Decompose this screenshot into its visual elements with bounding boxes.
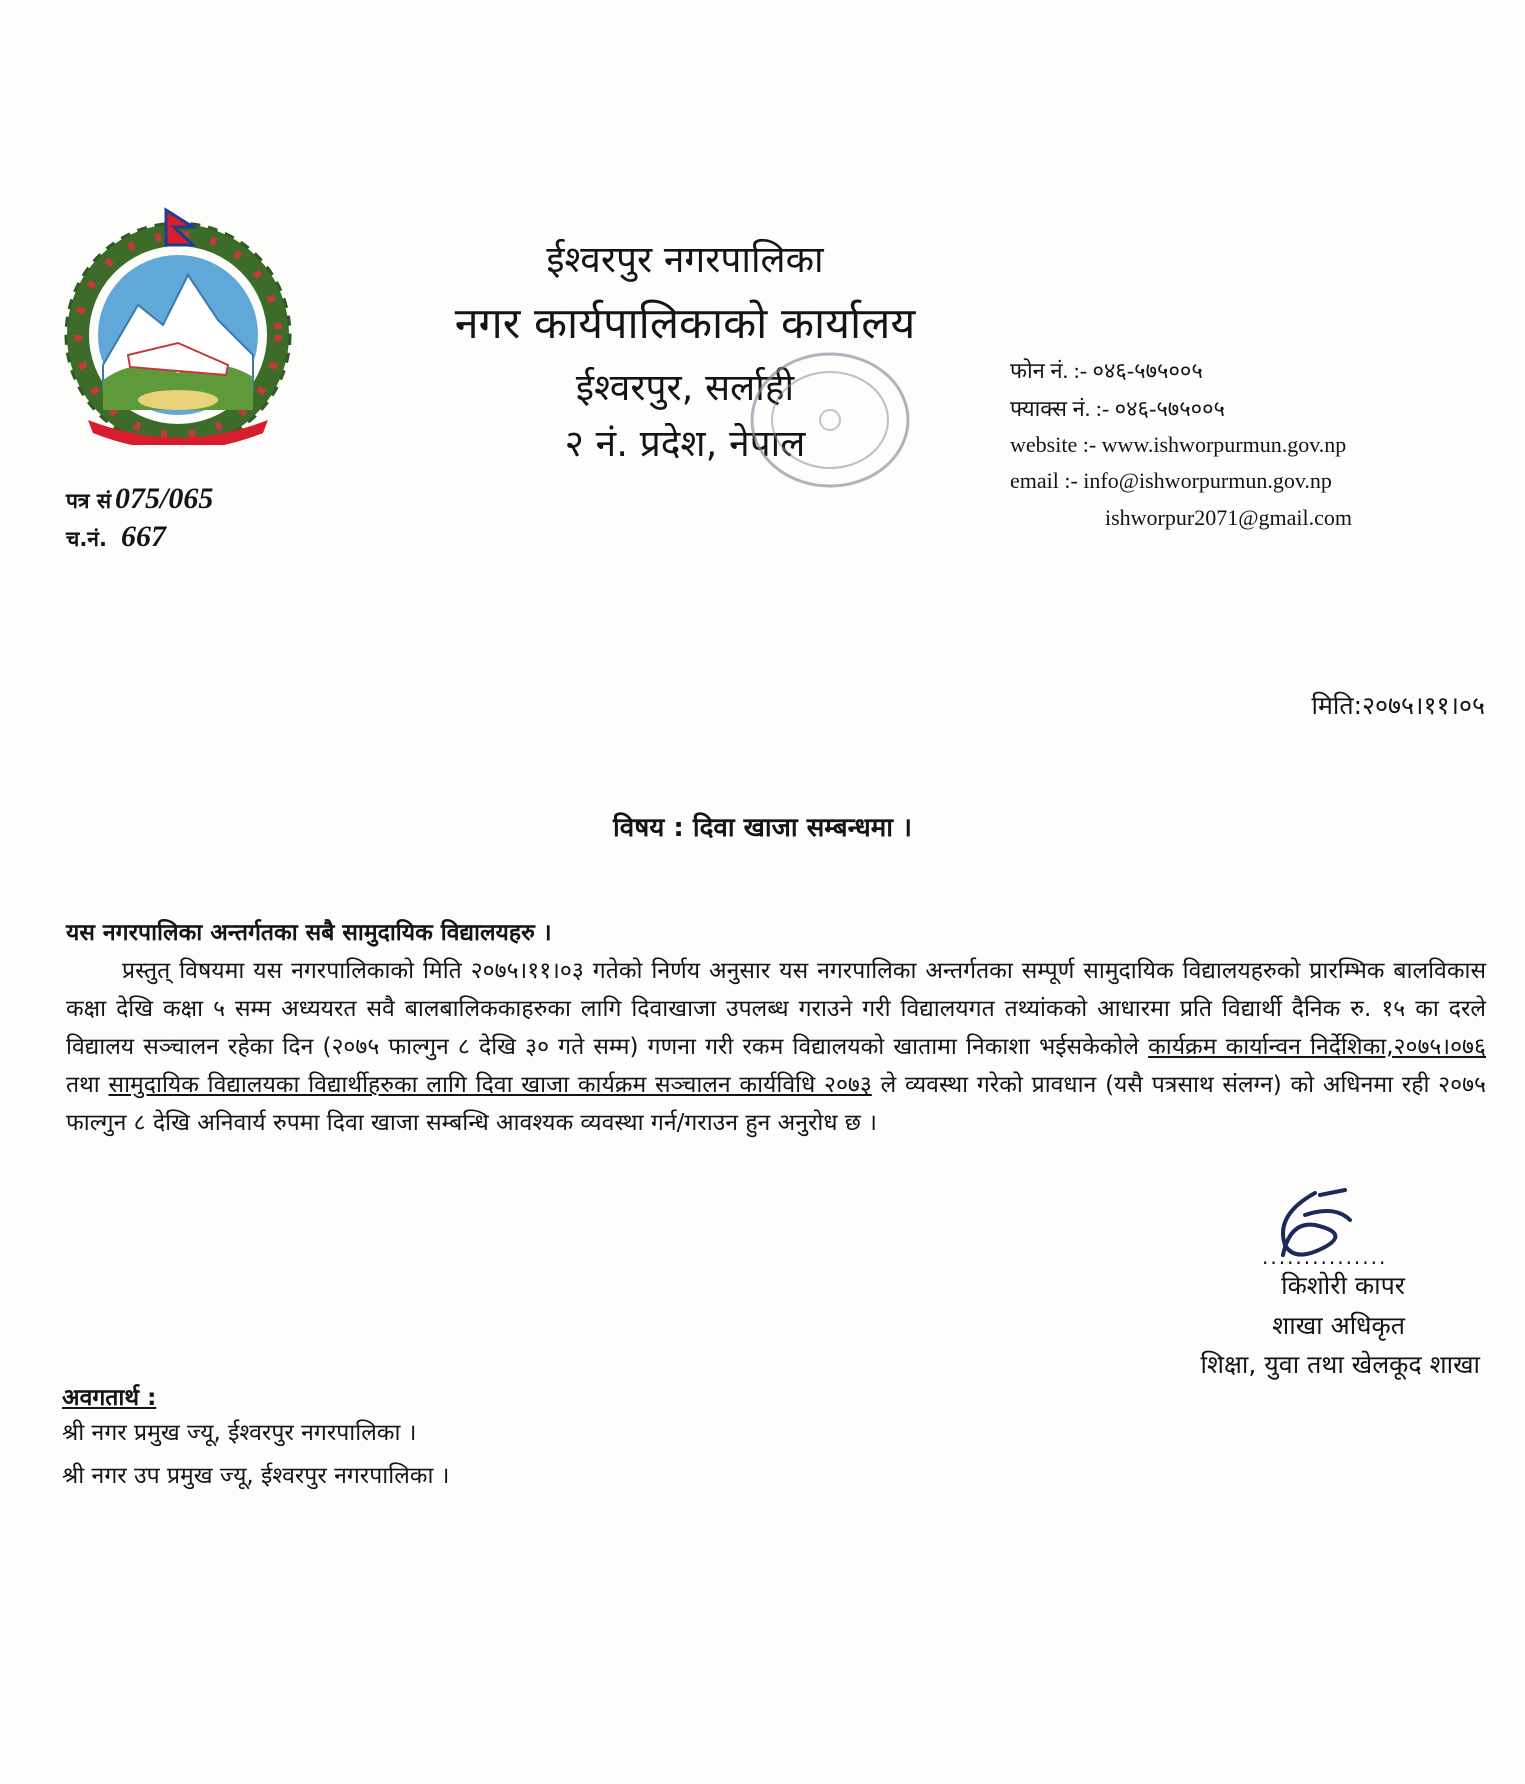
email-secondary: ishworpur2071@gmail.com — [1105, 505, 1352, 530]
office-name: नगर कार्यपालिकाको कार्यालय — [454, 299, 916, 349]
dispatch-number-label: च.नं. — [66, 527, 107, 551]
letter-number-label: पत्र सं — [66, 489, 112, 513]
province-country: २ नं. प्रदेश, नेपाल — [564, 422, 806, 465]
signatory-designation: शाखा अधिकृत — [1272, 1311, 1405, 1340]
website: website :- www.ishworpurmun.gov.np — [1010, 432, 1347, 457]
letter-date: मिति:२०७५।११।०५ — [1311, 691, 1485, 720]
signature-line: ............... — [1262, 1245, 1388, 1269]
office-location: ईश्वरपुर, सर्लाही — [575, 366, 795, 409]
cc-item: श्री नगर उप प्रमुख ज्यू, ईश्वरपुर नगरपालिका । — [62, 1463, 450, 1489]
letter-number — [66, 482, 213, 516]
signatory-section: शिक्षा, युवा तथा खेलकूद शाखा — [1200, 1350, 1480, 1379]
municipality-name: ईश्वरपुर नगरपालिका — [546, 238, 824, 281]
phone-number: फोन नं. :- ०४६-५७५००५ — [1010, 358, 1203, 383]
cc-title: अवगतार्थ : — [62, 1385, 157, 1411]
dispatch-number — [66, 520, 166, 554]
signatory-name: किशोरी कापर — [1281, 1271, 1405, 1300]
body-part-1: प्रस्तुत् विषयमा यस नगरपालिकाको मिति २०७५।११।०३ गतेको निर्णय अनुसार यस नगरपालिका अन्तर्गतका सम्पूर्ण सामुदायिक विद्यालयहरुको प्रारम्भिक बालविकास कक्षा देखि कक्षा ५ सम्म अध्ययरत सवै बालबालिककाहरुका लागि दिवाखाजा उपलब्ध गराउने गरी विद्यालयगत तथ्यांकको आधारमा प्रति विद्यार्थी दैनिक रु. १५ का दरले विद्यालय सञ्चालन रहेका दिन (२०७५ फाल्गुन ८ देखि ३० गते सम्म) गणना गरी रकम विद्यालयको खातामा निकाशा भईसकेकोले — [66, 958, 1486, 1060]
addressee: यस नगरपालिका अन्तर्गतका सबै सामुदायिक विद्यालयहरु । — [66, 920, 552, 946]
body-paragraph — [66, 952, 1486, 1142]
email: email :- info@ishworpurmun.gov.np — [1010, 468, 1332, 493]
subject-line: विषय : दिवा खाजा सम्बन्धमा । — [613, 813, 912, 843]
body-part-2: तथा — [66, 1072, 109, 1098]
letter-number-value: 075/065 — [115, 482, 214, 515]
fax-number: फ्याक्स नं. :- ०४६-५७५००५ — [1010, 396, 1225, 421]
cc-item: श्री नगर प्रमुख ज्यू, ईश्वरपुर नगरपालिका । — [62, 1420, 417, 1446]
procedure-reference: सामुदायिक विद्यालयका विद्यार्थीहरुका लागि दिवा खाजा कार्यक्रम सञ्चालन कार्यविधि २०७३ — [108, 1072, 872, 1098]
nepal-emblem-icon — [58, 205, 298, 445]
body-part-3: ले व्यवस्था गरेको प्रावधान (यसै पत्रसाथ संलग्न) को अधिनमा रही २०७५ फाल्गुन ८ देखि अनिवार्य रुपमा दिवा खाजा सम्बन्धि आवश्यक व्यवस्था गर्न/गराउन हुन अनुरोध छ । — [66, 1072, 1487, 1136]
office-stamp-icon — [745, 345, 915, 495]
guideline-reference: कार्यक्रम कार्यान्वन निर्देशिका,२०७५।०७६ — [1148, 1034, 1486, 1060]
dispatch-number-value: 667 — [120, 520, 166, 553]
